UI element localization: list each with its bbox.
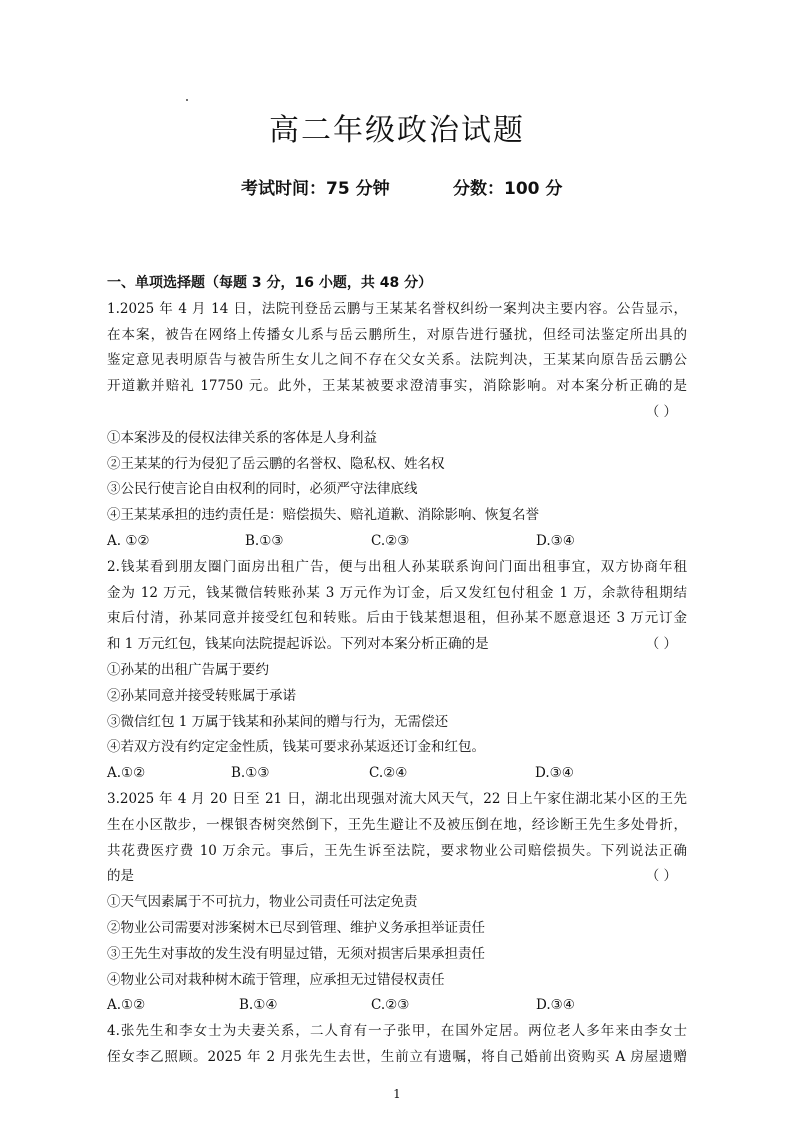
q1-option-b: B.①③ [245, 532, 284, 549]
q1-options [107, 529, 687, 555]
section-heading: 一、单项选择题（每题 3 分，16 小题，共 48 分） [107, 275, 433, 291]
q3-item: ②物业公司需要对涉案树木已尽到管理、维护义务承担举证责任 [107, 919, 485, 936]
q3-option-c: C.②③ [371, 997, 410, 1014]
q3-line-last [107, 864, 687, 890]
q2-line: 2.钱某看到朋友圈门面房出租广告，便与出租人孙某联系询问门面出租事宜，双方协商年租 [107, 558, 687, 575]
q4-line: 侄女李乙照顾。2025 年 2 月张先生去世，生前立有遗嘱，将自己婚前出资购买 A 房屋遗赠 [107, 1048, 687, 1065]
q2-option-b: B.①③ [231, 765, 270, 782]
q1-option-c: C.②③ [371, 532, 410, 549]
q3-answer-paren: （ ） [645, 868, 677, 885]
q3-options [107, 993, 687, 1019]
q1-answer-row [107, 400, 687, 426]
q4-line: 4.张先生和李女士为夫妻关系，二人育有一子张甲，在国外定居。两位老人多年来由李女士 [107, 1023, 687, 1040]
q3-item: ④物业公司对栽种树木疏于管理，应承担无过错侵权责任 [107, 971, 445, 988]
q1-option-a: A. ①② [107, 532, 150, 549]
q1-item: ③公民行使言论自由权利的同时，必须严守法律底线 [107, 481, 418, 498]
q3-option-d: D.③④ [536, 997, 575, 1014]
q3-line: 共花费医疗费 10 万余元。事后，王先生诉至法院，要求物业公司赔偿损失。下列说法正确 [107, 842, 687, 859]
q1-item: ④王某某承担的违约责任是：赔偿损失、赔礼道歉、消除影响、恢复名誉 [107, 507, 539, 524]
page-number: 1 [393, 1087, 401, 1101]
q3-line: 的是 [107, 868, 134, 885]
q2-item: ①孙某的出租广告属于要约 [107, 661, 269, 678]
q1-line: 1.2025 年 4 月 14 日，法院刊登岳云鹏与王某某名誉权纠纷一案判决主要内容。公告显示， [107, 300, 687, 317]
question-body [107, 271, 687, 1071]
q2-item: ③微信红包 1 万属于钱某和孙某间的赠与行为，无需偿还 [107, 713, 449, 730]
q1-line: 在本案，被告在网络上传播女儿系与岳云鹏所生，对原告进行骚扰，但经司法鉴定所出具的 [107, 326, 687, 343]
q2-line: 金为 12 万元，钱某微信转账孙某 3 万元作为订金，后又发红包付租金 1 万，余款待租期结 [107, 584, 687, 601]
q1-item: ①本案涉及的侵权法律关系的客体是人身利益 [107, 429, 377, 446]
q3-line: 3.2025 年 4 月 20 日至 21 日，湖北出现强对流大风天气，22 日上午家住湖北某小区的王先 [107, 790, 687, 807]
q2-options [107, 761, 687, 787]
q2-item: ④若双方没有约定定金性质，钱某可要求孙某返还订金和红包。 [107, 739, 485, 756]
q1-item: ②王某某的行为侵犯了岳云鹏的名誉权、隐私权、姓名权 [107, 455, 445, 472]
q2-item: ②孙某同意并接受转账属于承诺 [107, 687, 296, 704]
q2-line: 和 1 万元红包，钱某向法院提起诉讼。下列对本案分析正确的是 [107, 636, 489, 653]
q1-line: 鉴定意见表明原告与被告所生女儿之间不存在父女关系。法院判决，王某某向原告岳云鹏公 [107, 352, 687, 369]
q2-option-a: A.①② [107, 765, 146, 782]
q1-answer-paren: （ ） [645, 403, 677, 420]
q1-line: 开道歉并赔礼 17750 元。此外，王某某被要求澄清事实，消除影响。对本案分析正确的是 [107, 378, 687, 395]
q3-item: ③王先生对事故的发生没有明显过错，无须对损害后果承担责任 [107, 945, 485, 962]
q3-option-b: B.①④ [239, 997, 278, 1014]
q2-option-d: D.③④ [535, 765, 574, 782]
q3-option-a: A.①② [107, 997, 146, 1014]
q1-option-d: D.③④ [536, 532, 575, 549]
q3-item: ①天气因素属于不可抗力，物业公司责任可法定免责 [107, 894, 418, 911]
q2-line: 束后付清，孙某同意并接受红包和转账。后由于钱某想退租，但孙某不愿意退还 3 万元订金 [107, 610, 687, 627]
scan-speck [186, 99, 188, 101]
exam-time: 考试时间：75 分钟 [241, 179, 390, 199]
q2-answer-paren: （ ） [645, 636, 677, 653]
exam-score: 分数：100 分 [453, 179, 563, 199]
q2-line-last [107, 632, 687, 658]
q3-line: 生在小区散步，一棵银杏树突然倒下，王先生避让不及被压倒在地，经诊断王先生多处骨折， [107, 816, 687, 833]
q2-option-c: C.②④ [369, 765, 408, 782]
page-title: 高二年级政治试题 [269, 113, 525, 148]
